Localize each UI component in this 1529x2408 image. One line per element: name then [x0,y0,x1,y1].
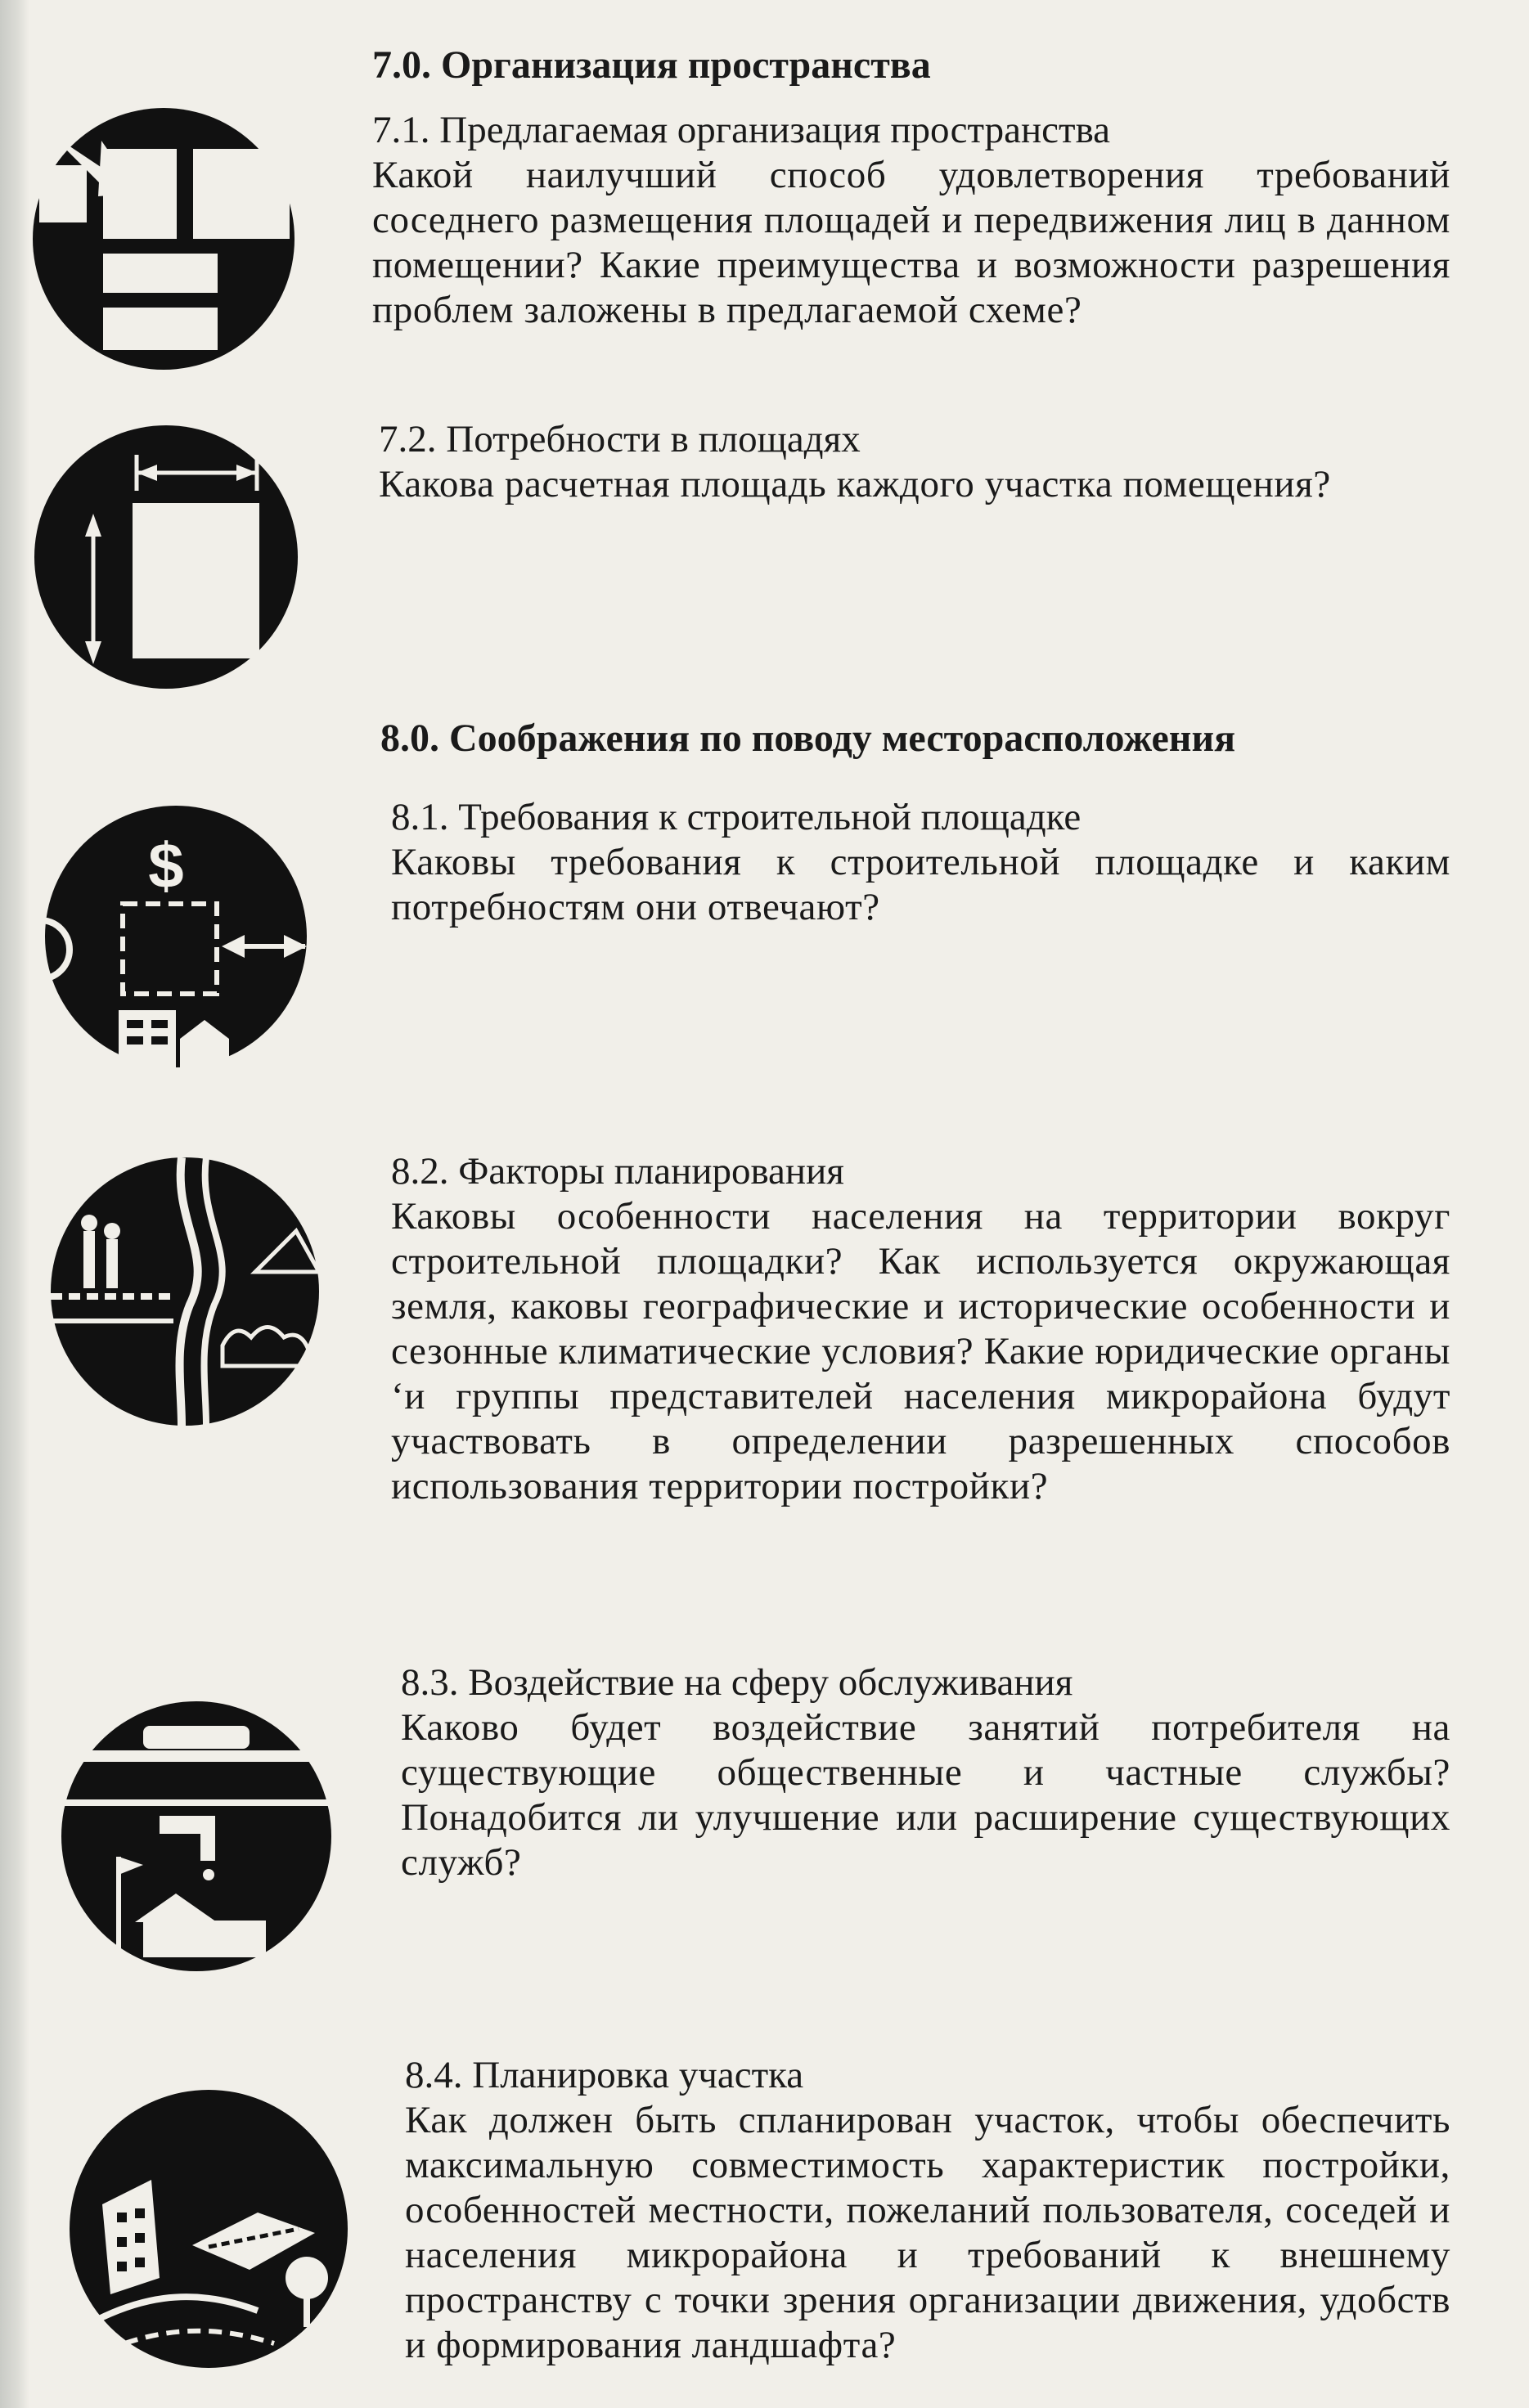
site-planning-icon [70,2090,348,2368]
entry-title: 8.1. Требования к строительной площадке [391,796,1082,838]
svg-text:$: $ [148,829,184,901]
entry-8-3 [401,1660,1450,1885]
entry-text: Какой наилучший способ удовлетворения требований соседнего размещения площадей и передвижения лиц в данном помещении? Какие преимущества и возможности разрешения проблем заложены в предлагаемой схеме? [372,154,1450,331]
site-requirements-icon [45,806,307,1067]
entry-7-1 [372,108,1450,333]
entry-text: Как должен быть спланирован участок, чтобы обеспечить максимальную совместимость характеристик постройки, особенностей местности, пожеланий пользователя, соседей и населения микрорайона и требований к внешнему пространству с точки зрения организации движения, удобств и формирования ландшафта? [405,2099,1450,2366]
entry-8-1 [391,795,1450,930]
entry-title: 8.3. Воздействие на сферу обслуживания [401,1661,1073,1704]
entry-text: Каковы особенности населения на территории вокруг строительной площадки? Как используется окружающая земля, каковы географические и исторические особенности и сезонные климатические условия? Какие юридические органы ‘и группы представителей населения микрорайона будут участвовать в определении разрешенных способов использования территории постройки? [391,1195,1450,1507]
entry-title: 7.1. Предлагаемая организация пространства [372,109,1110,151]
entry-8-4 [405,2053,1450,2368]
planning-factors-icon [51,1157,319,1426]
entry-title: 8.2. Факторы планирования [391,1150,844,1193]
entry-text: Каково будет воздействие занятий потребителя на существующие общественные и частные службы? Понадобится ли улучшение или расширение существующих служб? [401,1706,1450,1884]
entry-title: 8.4. Планировка участка [405,2054,804,2096]
page-edge-shadow [0,0,29,2408]
entry-text: Какова расчетная площадь каждого участка помещения? [379,463,1331,505]
entry-8-2 [391,1149,1450,1509]
services-impact-icon [61,1701,331,1971]
entry-7-2 [379,417,1450,507]
area-dimensions-icon [34,425,298,689]
entry-text: Каковы требования к строительной площадке и каким потребностям они отвечают? [391,841,1450,928]
space-layout-icon [33,108,295,370]
entry-title: 7.2. Потребности в площадях [379,418,861,460]
section-title-7-0: 7.0. Организация пространства [372,43,931,87]
section-title-8-0: 8.0. Соображения по поводу месторасположения [380,717,1236,760]
